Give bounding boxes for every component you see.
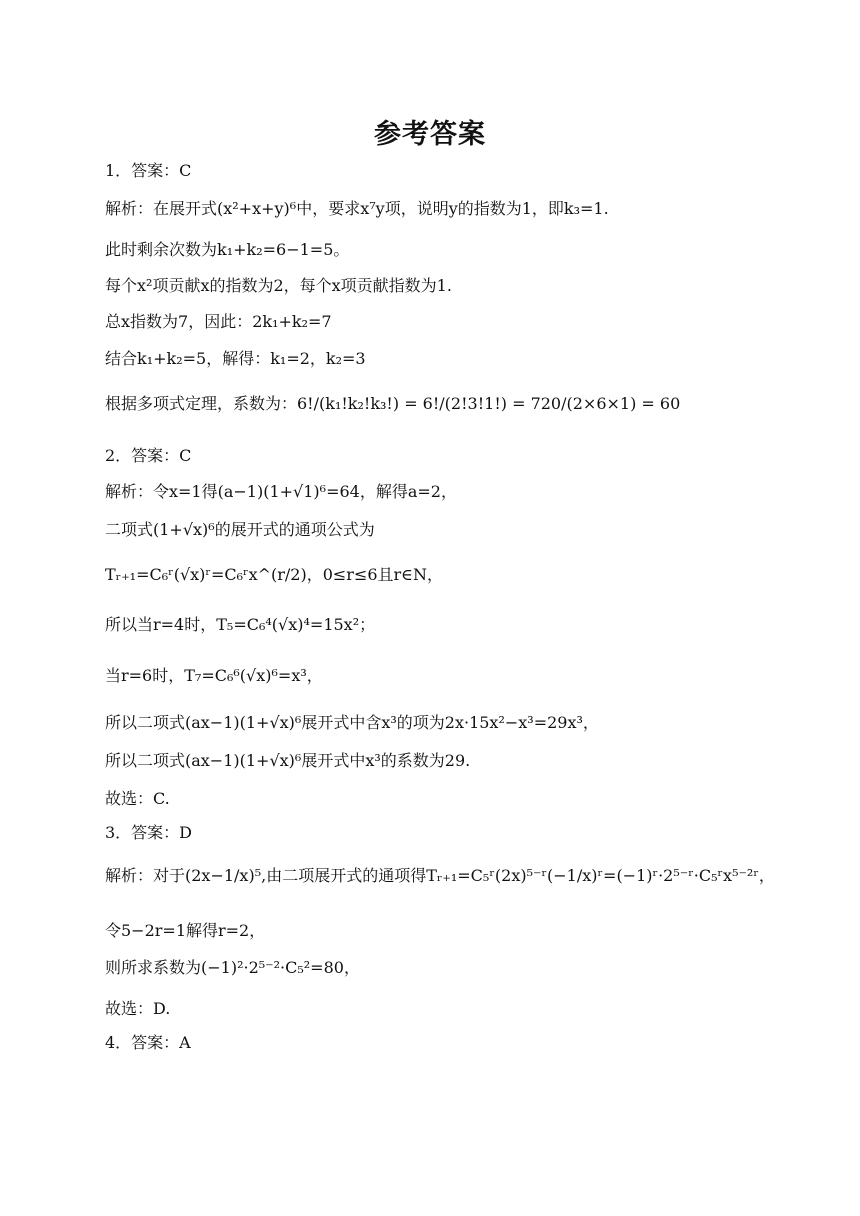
answer-2-explanation-line-3: Tᵣ₊₁=C₆ʳ(√x)ʳ=C₆ʳx^(r/2)，0≤r≤6且r∈N， [105, 565, 444, 584]
answer-3-explanation-line-2: 令5−2r=1解得r=2， [105, 921, 266, 940]
answer-1-heading: 1．答案：C [105, 161, 192, 180]
answer-2-explanation-line-7: 所以二项式(ax−1)(1+√x)⁶展开式中x³的系数为29. [105, 751, 471, 770]
page-title: 参考答案 [374, 119, 486, 150]
answer-1-explanation-line-1: 解析：在展开式(x²+x+y)⁶中，要求x⁷y项，说明y的指数为1，即k₃=1. [105, 199, 609, 218]
answer-2-explanation-line-1: 解析：令x=1得(a−1)(1+√1)⁶=64，解得a=2， [105, 482, 457, 501]
answer-1-explanation-line-4: 总x指数为7，因此：2k₁+k₂=7 [105, 312, 332, 331]
answer-2-choice: 故选：C. [105, 789, 170, 808]
answer-3-explanation-line-1: 解析：对于(2x−1/x)⁵,由二项展开式的通项得Tᵣ₊₁=C₅ʳ(2x)⁵⁻ʳ(−1/x)ʳ=(−1)ʳ·2⁵⁻ʳ·C₅ʳx⁵⁻²ʳ， [105, 866, 775, 885]
answer-1-explanation-line-5: 结合k₁+k₂=5，解得：k₁=2，k₂=3 [105, 349, 366, 368]
answer-2-explanation-line-6: 所以二项式(ax−1)(1+√x)⁶展开式中含x³的项为2x·15x²−x³=29x³， [105, 713, 599, 732]
answer-1-explanation-line-2: 此时剩余次数为k₁+k₂=6−1=5。 [105, 240, 350, 259]
answer-1-explanation-line-3: 每个x²项贡献x的指数为2，每个x项贡献指数为1. [105, 276, 452, 295]
answer-1-explanation-line-6: 根据多项式定理，系数为：6!/(k₁!k₂!k₃!) = 6!/(2!3!1!) = 720/(2×6×1) = 60 [105, 394, 681, 413]
answer-2-explanation-line-2: 二项式(1+√x)⁶的展开式的通项公式为 [105, 520, 375, 539]
answer-4-heading: 4．答案：A [105, 1033, 191, 1052]
answer-3-heading: 3．答案：D [105, 823, 193, 842]
answer-2-explanation-line-4: 所以当r=4时，T₅=C₆⁴(√x)⁴=15x²； [105, 615, 376, 634]
answer-3-explanation-line-3: 则所求系数为(−1)²·2⁵⁻²·C₅²=80， [105, 958, 360, 977]
answer-2-heading: 2．答案：C [105, 446, 192, 465]
answer-2-explanation-line-5: 当r=6时，T₇=C₆⁶(√x)⁶=x³， [105, 666, 323, 685]
answer-3-choice: 故选：D. [105, 999, 171, 1018]
